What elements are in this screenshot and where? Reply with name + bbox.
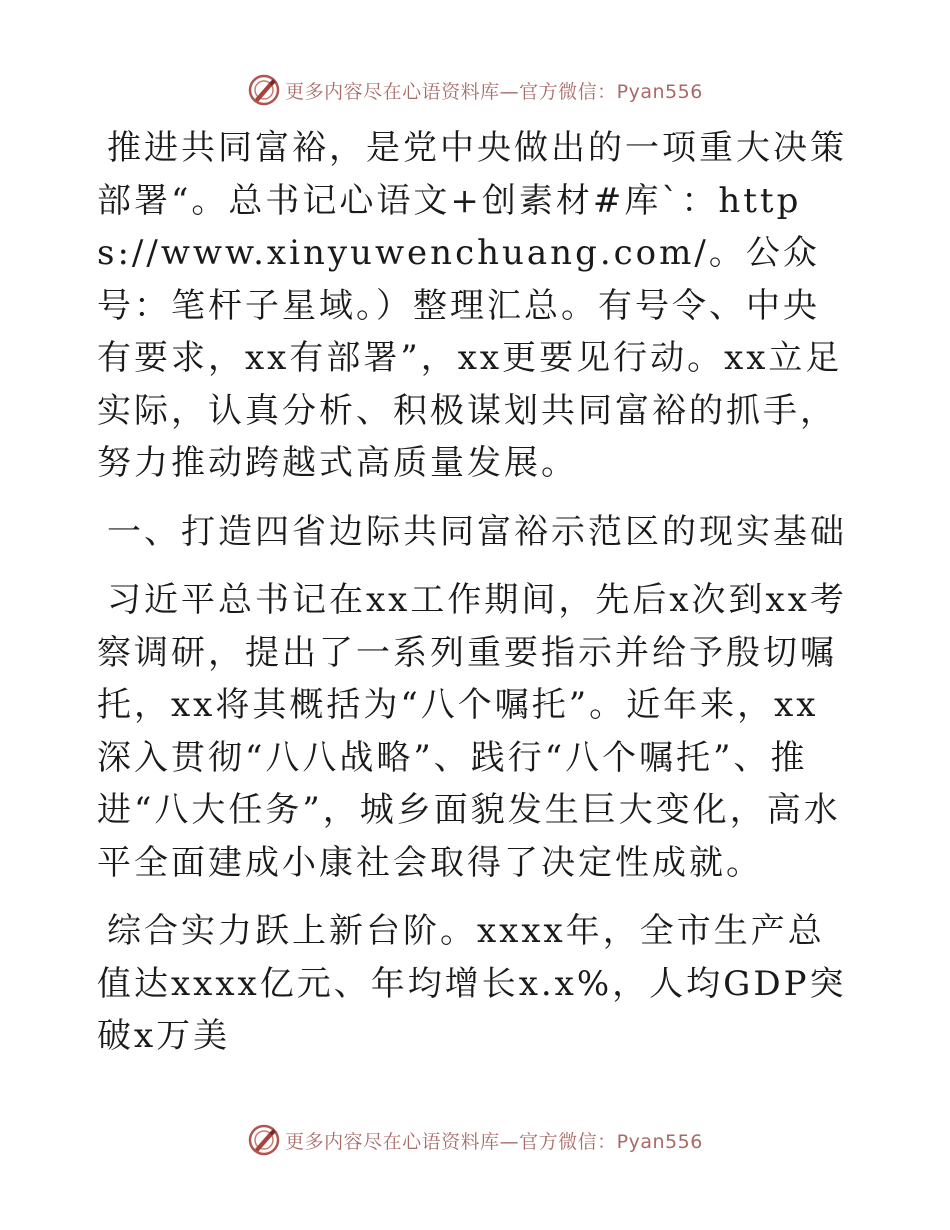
watermark-header — [0, 72, 950, 108]
paragraph-intro: 推进共同富裕，是党中央做出的一项重大决策部署“。总书记心语文+创素材#库`：https://www.xinyuwenchuang.com/。公众号：笔杆子星域。）整理汇总。有号令、中央有要求，xx有部署”，xx更要见行动。xx立足实际，认真分析、积极谋划共同富裕的抓手，努力推动跨越式高质量发展。 — [97, 128, 847, 483]
paragraph-strength: 综合实力跃上新台阶。xxxx年，全市生产总值达xxxx亿元、年均增长x.x%，人均GDP突破x万美 — [97, 911, 847, 1056]
pen-logo-icon — [247, 1123, 281, 1157]
pen-logo-icon — [247, 73, 281, 107]
paragraph-background: 习近平总书记在xx工作期间，先后x次到xx考察调研，提出了一系列重要指示并给予殷切嘱托，xx将其概括为“八个嘱托”。近年来，xx深入贯彻“八八战略”、践行“八个嘱托”、推进“八大任务”，城乡面貌发生巨大变化，高水平全面建成小康社会取得了决定性成就。 — [97, 580, 847, 883]
watermark-footer — [0, 1122, 950, 1158]
watermark-text: 更多内容尽在心语资料库—官方微信：Pyan556 — [285, 1130, 703, 1153]
section-heading: 一、打造四省边际共同富裕示范区的现实基础 — [107, 511, 847, 552]
document-body — [97, 122, 853, 1079]
watermark-text: 更多内容尽在心语资料库—官方微信：Pyan556 — [285, 80, 703, 103]
